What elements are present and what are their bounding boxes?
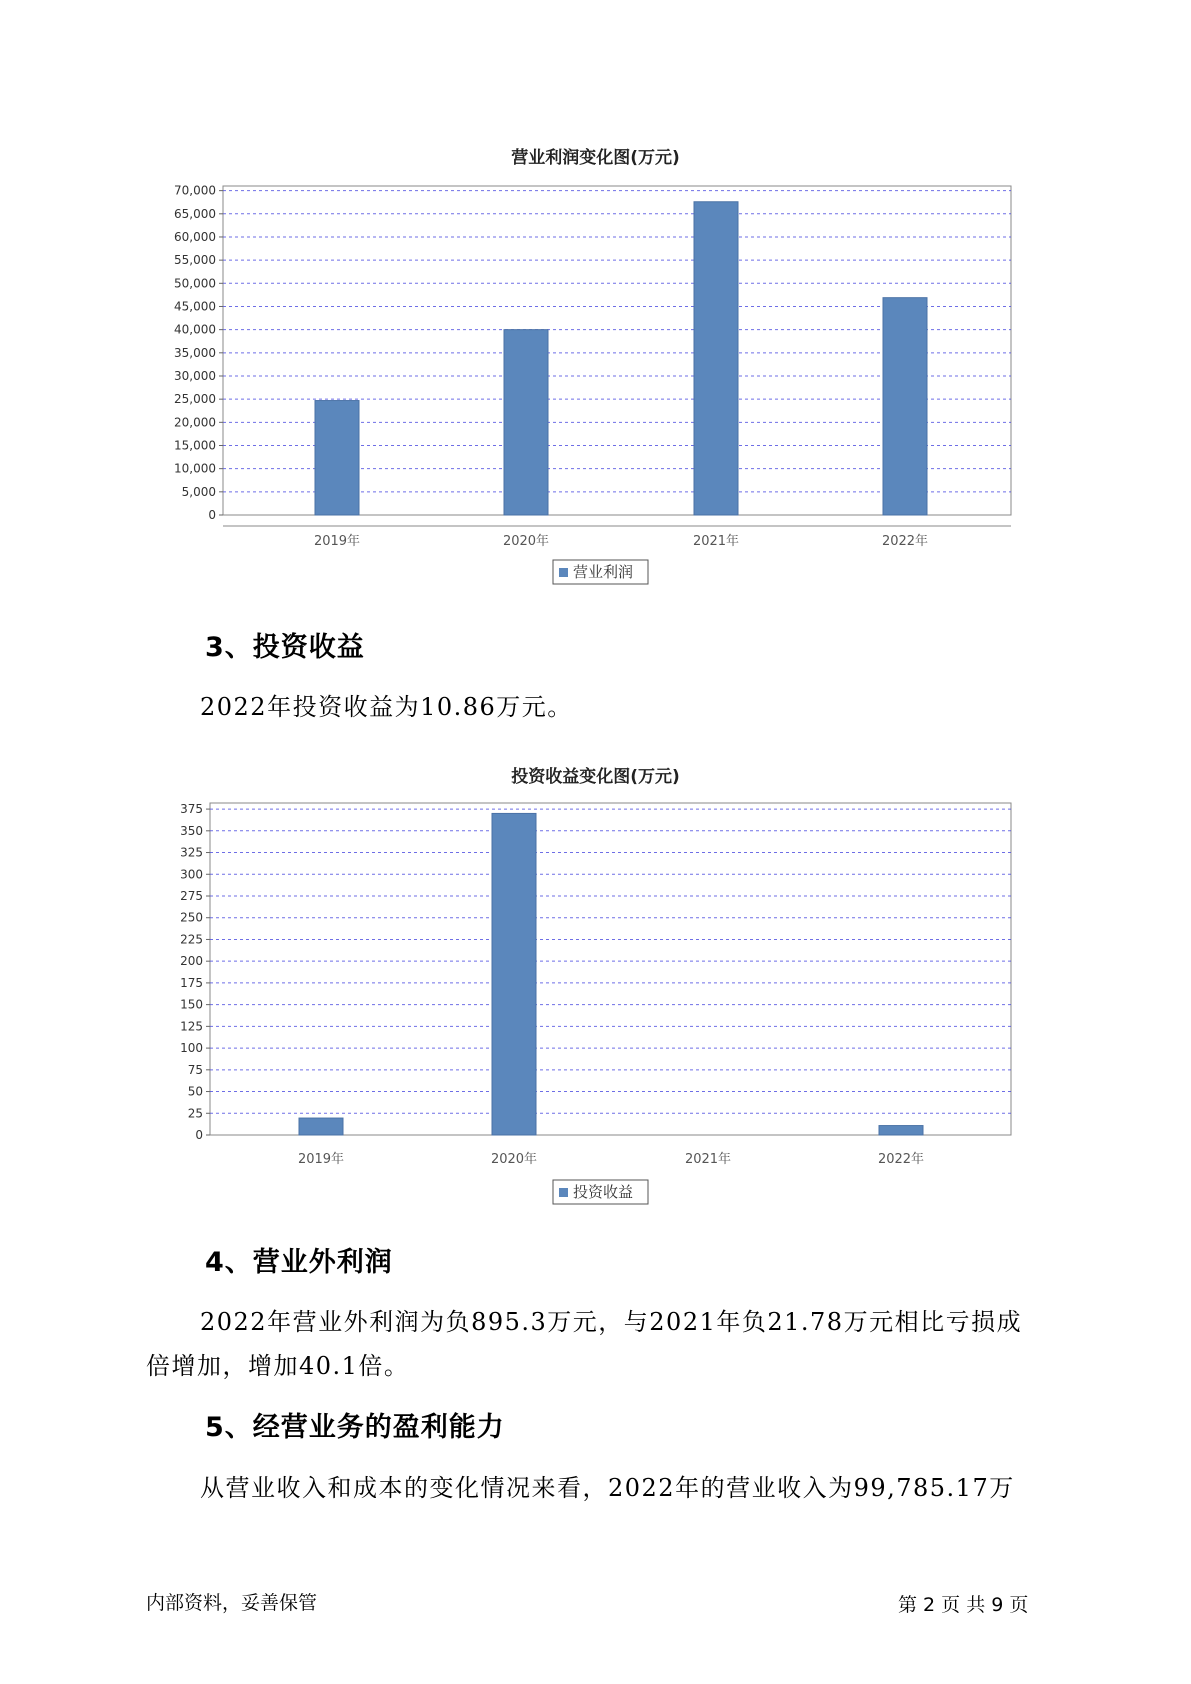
y-tick-label: 300 — [180, 867, 203, 882]
y-tick-label: 70,000 — [174, 183, 216, 198]
y-tick-label: 50,000 — [174, 276, 216, 291]
y-tick-label: 50 — [187, 1084, 203, 1099]
section-5-line-1: 从营业收入和成本的变化情况来看，2022年的营业收入为99,785.17万 — [200, 1474, 1015, 1502]
y-tick-label: 45,000 — [174, 299, 216, 314]
bar-2019年 — [299, 1118, 343, 1135]
bar-2020年 — [492, 813, 536, 1135]
y-tick-label: 55,000 — [174, 253, 216, 268]
section-4-line-1: 2022年营业外利润为负895.3万元，与2021年负21.78万元相比亏损成 — [200, 1308, 1023, 1336]
y-tick-label: 125 — [180, 1019, 203, 1034]
x-tick-label: 2019年 — [297, 1152, 345, 1167]
chart-title: 投资收益变化图(万元) — [511, 767, 680, 787]
y-tick-label: 375 — [180, 802, 203, 817]
chart-plot — [0, 600, 1191, 1220]
y-tick-label: 30,000 — [174, 368, 216, 383]
footer-left: 内部资料，妥善保管 — [146, 1592, 318, 1614]
y-tick-label: 10,000 — [174, 461, 216, 476]
section-4-line-2: 倍增加，增加40.1倍。 — [146, 1352, 410, 1380]
y-tick-label: 25 — [187, 1106, 203, 1121]
y-tick-label: 60,000 — [174, 229, 216, 244]
y-tick-label: 275 — [180, 888, 203, 903]
bar-2022年 — [879, 1126, 923, 1135]
chart-investment-income — [0, 600, 1191, 1220]
footer-page-number: 第 2 页 共 9 页 — [898, 1594, 1029, 1616]
y-tick-label: 150 — [180, 997, 203, 1012]
bar-2019年 — [315, 401, 359, 515]
bar-2021年 — [694, 202, 738, 515]
y-tick-label: 100 — [180, 1041, 203, 1056]
y-tick-label: 200 — [180, 954, 203, 969]
y-tick-label: 20,000 — [174, 415, 216, 430]
section-5-heading: 5、经营业务的盈利能力 — [205, 1412, 505, 1443]
x-tick-label: 2022年 — [877, 1152, 925, 1167]
y-tick-label: 0 — [208, 508, 216, 522]
y-tick-label: 175 — [180, 975, 203, 990]
y-tick-label: 350 — [180, 823, 203, 838]
y-tick-label: 15,000 — [174, 438, 216, 453]
y-tick-label: 225 — [180, 932, 203, 947]
section-3-text: 2022年投资收益为10.86万元。 — [200, 693, 573, 721]
x-tick-label: 2020年 — [490, 1152, 538, 1167]
legend-label: 营业利润 — [573, 563, 634, 581]
x-tick-label: 2019年 — [313, 534, 361, 549]
x-tick-label: 2021年 — [684, 1152, 732, 1167]
legend-swatch — [559, 1188, 568, 1197]
chart-plot — [0, 0, 1191, 600]
y-tick-label: 5,000 — [181, 484, 216, 499]
section-4-heading: 4、营业外利润 — [205, 1247, 393, 1278]
chart-operating-profit — [0, 0, 1191, 600]
bar-2020年 — [504, 330, 548, 515]
legend-swatch — [559, 568, 568, 577]
y-tick-label: 325 — [180, 845, 203, 860]
legend-label: 投资收益 — [573, 1183, 634, 1201]
section-3-heading: 3、投资收益 — [205, 632, 365, 663]
chart-title: 营业利润变化图(万元) — [511, 148, 680, 168]
x-tick-label: 2020年 — [502, 534, 550, 549]
y-tick-label: 25,000 — [174, 392, 216, 407]
bar-2022年 — [883, 298, 927, 515]
x-tick-label: 2022年 — [881, 534, 929, 549]
y-tick-label: 250 — [180, 910, 203, 925]
y-tick-label: 65,000 — [174, 206, 216, 221]
y-tick-label: 40,000 — [174, 322, 216, 337]
y-tick-label: 35,000 — [174, 345, 216, 360]
y-tick-label: 0 — [195, 1128, 203, 1142]
x-tick-label: 2021年 — [692, 534, 740, 549]
y-tick-label: 75 — [187, 1062, 203, 1077]
